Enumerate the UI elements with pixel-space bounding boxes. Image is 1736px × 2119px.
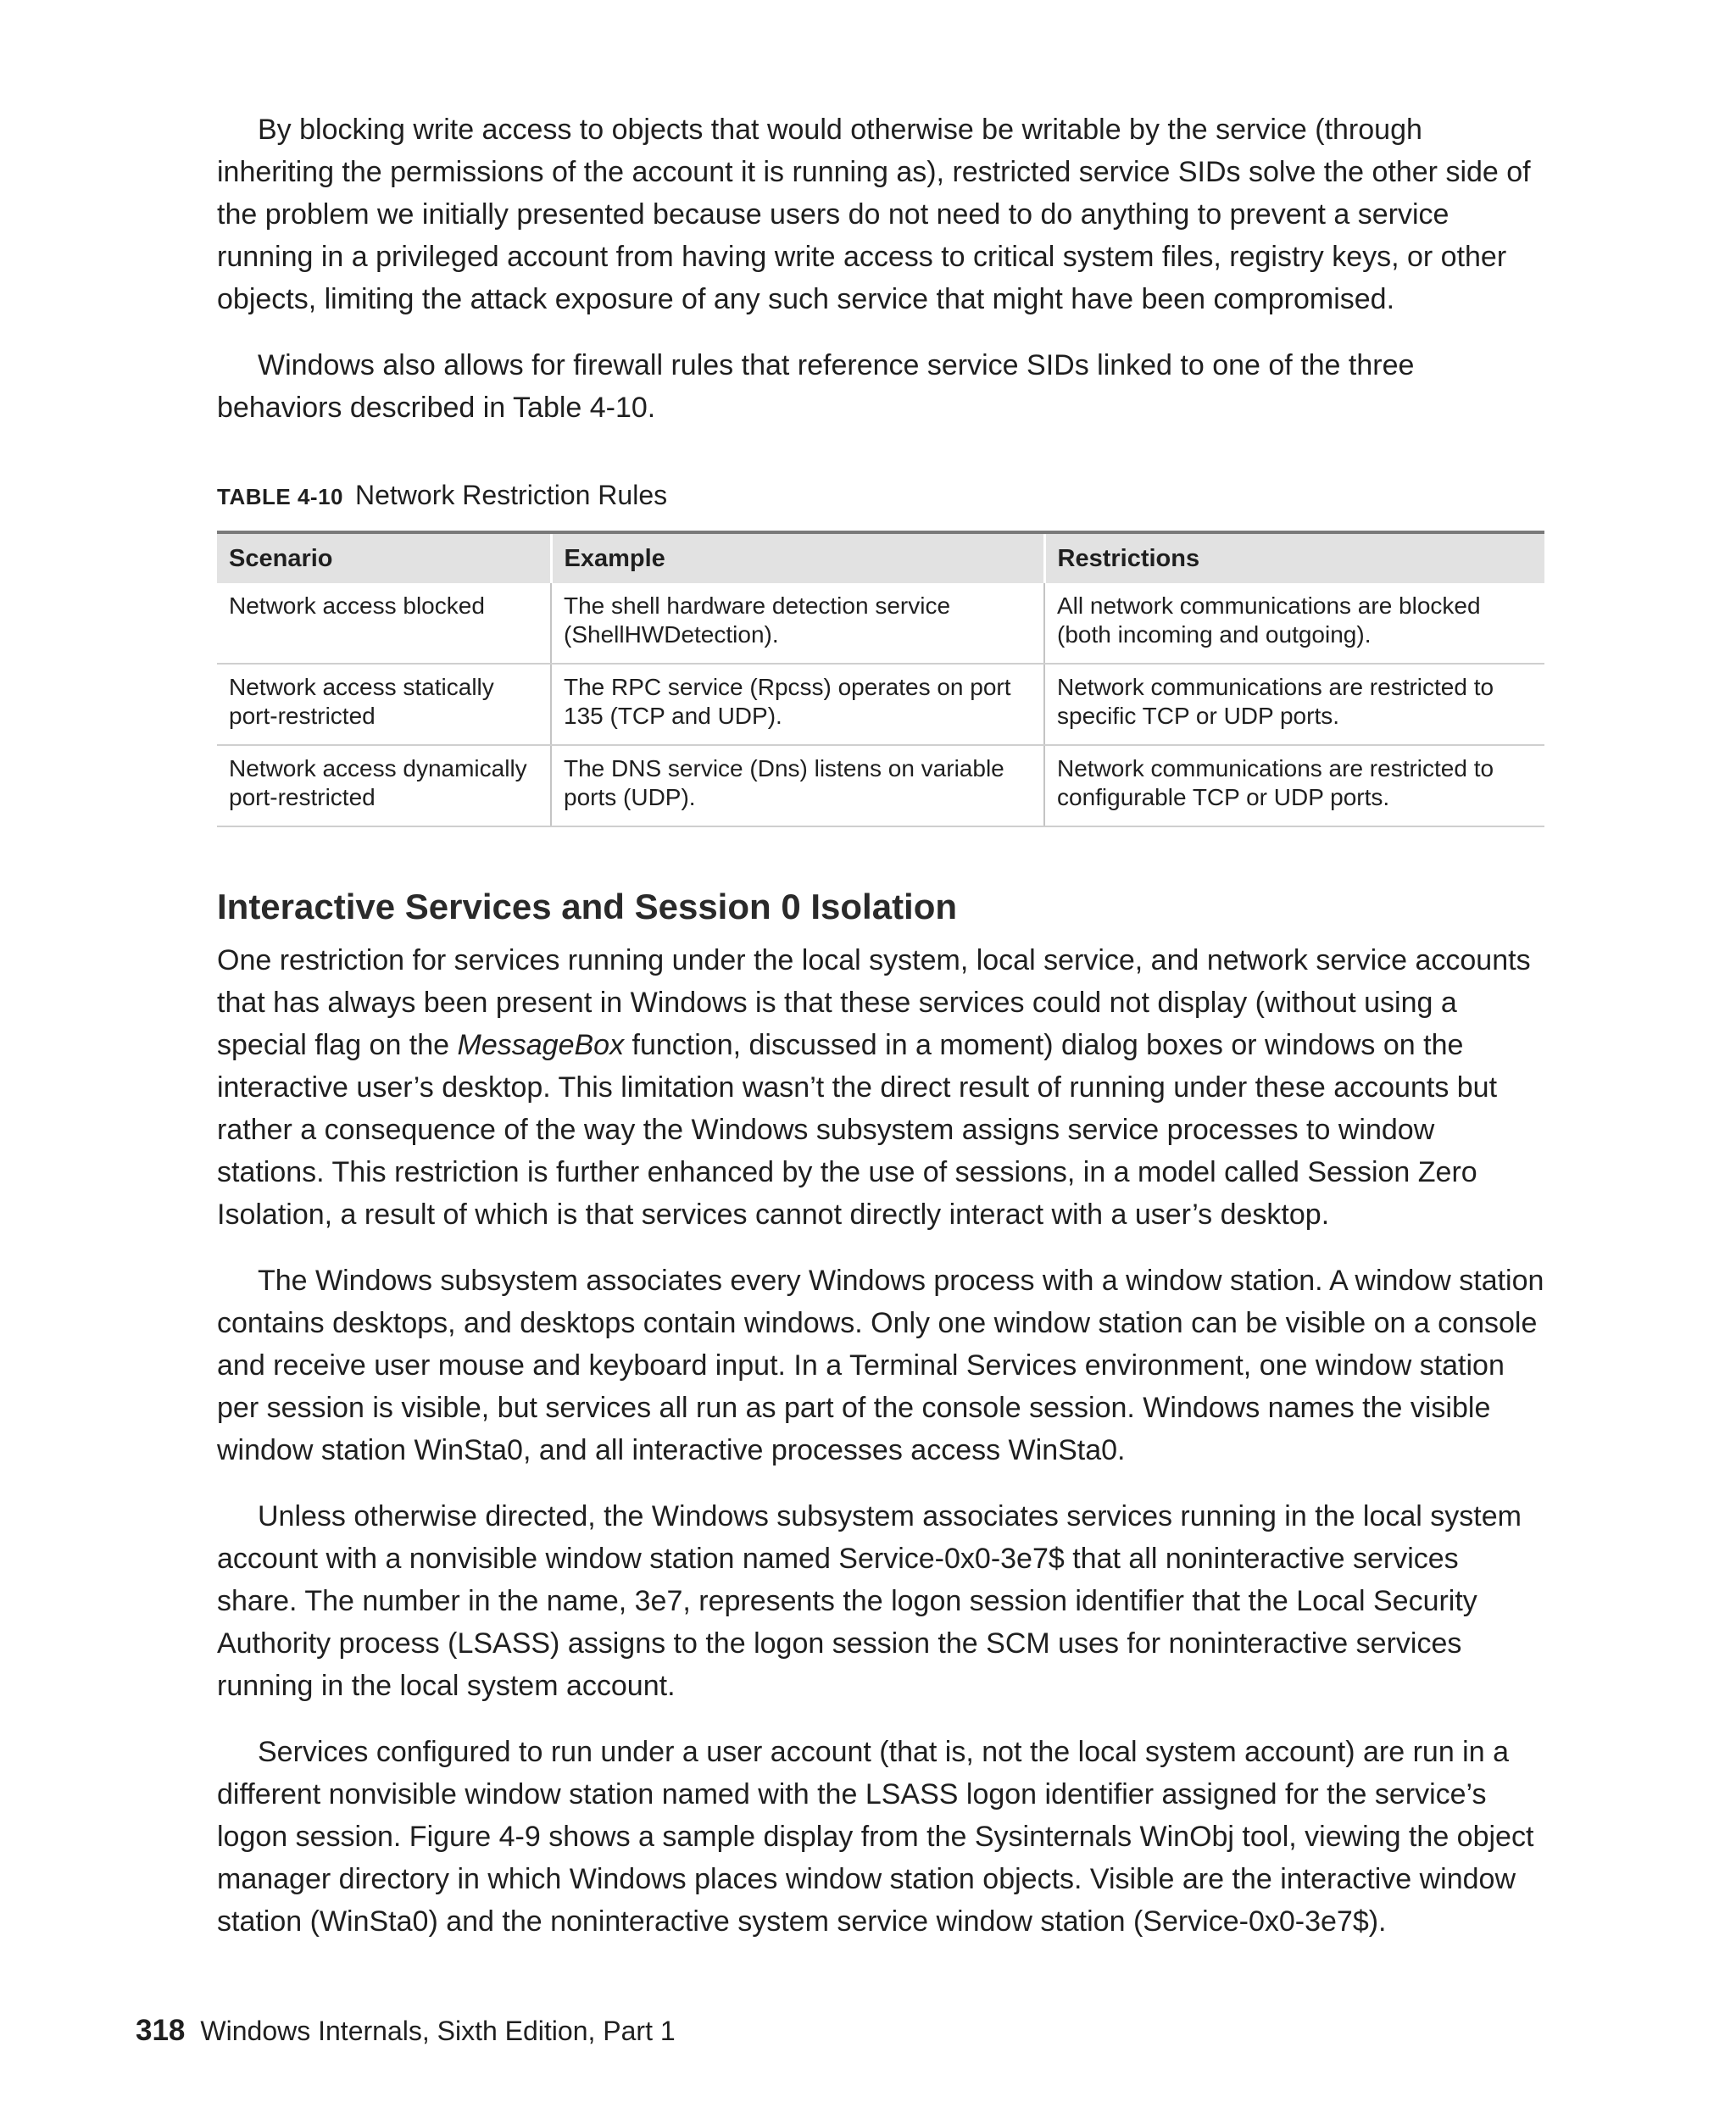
section-heading: Interactive Services and Session 0 Isolation [217, 887, 958, 926]
table-row [217, 745, 1544, 826]
cell-example: The DNS service (Dns) listens on variable ports (UDP). [551, 745, 1044, 826]
table-row [217, 583, 1544, 664]
cell-restrictions: All network communications are blocked (both incoming and outgoing). [1044, 583, 1544, 664]
section-p1-text-before: One restriction for services running under the local system, local service, and network service accounts that has always been present in Windows is that these services could not display (without using a special flag on the [217, 944, 1531, 1061]
cell-scenario: Network access dynamically port-restricted [217, 745, 551, 826]
cell-restrictions: Network communications are restricted to configurable TCP or UDP ports. [1044, 745, 1544, 826]
cell-scenario: Network access blocked [217, 583, 551, 664]
cell-example: The RPC service (Rpcss) operates on port 135 (TCP and UDP). [551, 664, 1044, 745]
section-paragraph-1 [217, 939, 1544, 1236]
table-caption-title: Network Restriction Rules [355, 480, 668, 510]
page-number: 318 [136, 2014, 186, 2047]
table-row [217, 664, 1544, 745]
section-paragraph-2: The Windows subsystem associates every Windows process with a window station. A window station contains desktops, and desktops contain windows. Only one window station can be visible on a console and receive user mouse and keyboard input. In a Terminal Services environment, one window station per session is visible, but services all run as part of the console session. Windows names the visible window station WinSta0, and all interactive processes access WinSta0. [217, 1265, 1544, 1466]
table-caption-number: TABLE 4-10 [217, 484, 343, 509]
table-header-row [217, 532, 1544, 583]
table-caption [217, 478, 1544, 514]
network-restriction-table [217, 531, 1544, 827]
page-footer [136, 2014, 676, 2048]
intro-paragraph-1: By blocking write access to objects that would otherwise be writable by the service (through inheriting the permissions of the account it is running as), restricted service SIDs solve the other side of the problem we initially presented because users do not need to do anything to prevent a service running in a privileged account from having write access to critical system files, registry keys, or other objects, limiting the attack exposure of any such service that might have been compromised. [217, 114, 1531, 315]
page-body [217, 108, 1544, 1966]
section-p1-text-after: function, discussed in a moment) dialog boxes or windows on the interactive user’s desktop. This limitation wasn’t the direct result of running under these accounts but rather a consequence of the way the Windows subsystem assigns service processes to window stations. This restriction is further enhanced by the use of sessions, in a model called Session Zero Isolation, a result of which is that services cannot directly interact with a user’s desktop. [217, 1029, 1498, 1231]
book-title: Windows Internals, Sixth Edition, Part 1 [200, 2016, 676, 2046]
header-example: Example [551, 532, 1044, 583]
cell-example: The shell hardware detection service (ShellHWDetection). [551, 583, 1044, 664]
section-paragraph-4: Services configured to run under a user account (that is, not the local system account) are run in a different nonvisible window station named with the LSASS logon identifier assigned for the service’s logon session. Figure 4-9 shows a sample display from the Sysinternals WinObj tool, viewing the object manager directory in which Windows places window station objects. Visible are the interactive window station (WinSta0) and the noninteractive system service window station (Service-0x0-3e7$). [217, 1736, 1534, 1938]
section-paragraph-3: Unless otherwise directed, the Windows subsystem associates services running in the local system account with a nonvisible window station named Service-0x0-3e7$ that all noninteractive services share. The number in the name, 3e7, represents the logon session identifier that the Local Security Authority process (LSASS) assigns to the logon session the SCM uses for noninteractive services running in the local system account. [217, 1500, 1522, 1702]
cell-scenario: Network access statically port-restricted [217, 664, 551, 745]
intro-paragraph-2: Windows also allows for firewall rules that reference service SIDs linked to one of the three behaviors described in Table 4-10. [217, 349, 1415, 424]
header-scenario: Scenario [217, 532, 551, 583]
cell-restrictions: Network communications are restricted to specific TCP or UDP ports. [1044, 664, 1544, 745]
messagebox-function-name: MessageBox [457, 1029, 625, 1061]
header-restrictions: Restrictions [1044, 532, 1544, 583]
